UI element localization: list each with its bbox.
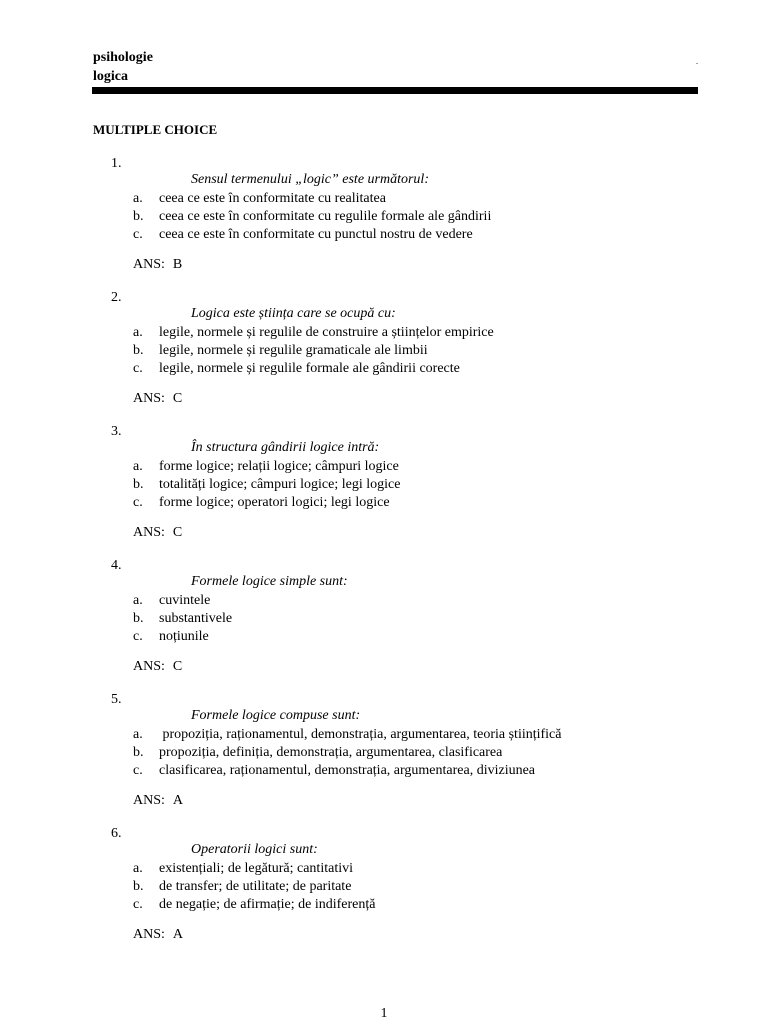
answer-label: ANS: xyxy=(133,659,165,674)
option-letter: b. xyxy=(133,879,144,894)
option-text: ceea ce este în conformitate cu realitatea xyxy=(159,191,386,206)
answer-option xyxy=(133,342,428,360)
option-letter: b. xyxy=(133,343,144,358)
question-number: 6. xyxy=(111,826,122,841)
answer-option xyxy=(133,860,353,878)
answer-option xyxy=(133,592,210,610)
option-text: ceea ce este în conformitate cu punctul nostru de vedere xyxy=(159,227,473,242)
question-stem: Logica este știința care se ocupă cu: xyxy=(191,306,396,321)
answer-option xyxy=(133,458,399,476)
option-text: totalități logice; câmpuri logice; legi logice xyxy=(159,477,401,492)
answer-key xyxy=(133,792,183,810)
answer-value: A xyxy=(172,793,184,808)
question-stem: În structura gândirii logice intră: xyxy=(191,440,380,455)
answer-option xyxy=(133,494,390,512)
answer-label: ANS: xyxy=(133,257,165,272)
option-letter: a. xyxy=(133,861,143,876)
question-stem: Formele logice simple sunt: xyxy=(191,574,348,589)
document-header xyxy=(93,48,153,86)
answer-value: C xyxy=(172,525,183,540)
answer-key xyxy=(133,256,182,274)
question-number: 2. xyxy=(111,290,122,305)
question-number: 3. xyxy=(111,424,122,439)
answer-option xyxy=(133,726,562,744)
answer-option xyxy=(133,476,400,494)
answer-value: C xyxy=(172,659,183,674)
option-text: propoziția, raționamentul, demonstrația, argumentarea, teoria științifică xyxy=(159,727,562,742)
option-text: ceea ce este în conformitate cu regulile formale ale gândirii xyxy=(159,209,492,224)
header-dot: . xyxy=(696,57,698,66)
option-text: noțiunile xyxy=(159,629,209,644)
option-text: propoziția, definiția, demonstrația, argumentarea, clasificarea xyxy=(159,745,503,760)
section-title: MULTIPLE CHOICE xyxy=(93,122,218,137)
answer-key xyxy=(133,658,182,676)
answer-value: C xyxy=(172,391,183,406)
option-text: legile, normele și regulile gramaticale ale limbii xyxy=(159,343,428,358)
option-letter: c. xyxy=(133,495,143,510)
answer-key xyxy=(133,926,183,944)
header-rule xyxy=(92,87,698,94)
option-text: de transfer; de utilitate; de paritate xyxy=(159,879,352,894)
option-text: substantivele xyxy=(159,611,233,626)
option-letter: c. xyxy=(133,763,143,778)
option-letter: c. xyxy=(133,227,143,242)
option-letter: a. xyxy=(133,593,143,608)
option-letter: c. xyxy=(133,897,143,912)
answer-label: ANS: xyxy=(133,927,165,942)
question-number: 1. xyxy=(111,156,122,171)
option-letter: b. xyxy=(133,477,144,492)
option-letter: c. xyxy=(133,361,143,376)
option-text: cuvintele xyxy=(159,593,211,608)
answer-option xyxy=(133,896,376,914)
answer-option xyxy=(133,208,491,226)
answer-key xyxy=(133,390,182,408)
option-text: existențiali; de legătură; cantitativi xyxy=(159,861,353,876)
answer-value: A xyxy=(172,927,184,942)
option-text: de negație; de afirmație; de indiferență xyxy=(159,897,376,912)
answer-label: ANS: xyxy=(133,525,165,540)
option-text: legile, normele și regulile formale ale gândirii corecte xyxy=(159,361,460,376)
answer-option xyxy=(133,360,460,378)
answer-option xyxy=(133,744,502,762)
option-letter: b. xyxy=(133,209,144,224)
option-text: clasificarea, raționamentul, demonstrația, argumentarea, diviziunea xyxy=(159,763,536,778)
question-stem: Sensul termenului „logic” este următorul: xyxy=(191,172,429,187)
option-letter: a. xyxy=(133,325,143,340)
answer-option xyxy=(133,762,535,780)
answer-value: B xyxy=(172,257,183,272)
answer-option xyxy=(133,628,209,646)
header-topic: logica xyxy=(93,69,128,84)
answer-label: ANS: xyxy=(133,391,165,406)
answer-key xyxy=(133,524,182,542)
option-letter: a. xyxy=(133,459,143,474)
option-text: legile, normele și regulile de construire a științelor empirice xyxy=(159,325,494,340)
header-subject: psihologie xyxy=(93,50,153,65)
question-number: 5. xyxy=(111,692,122,707)
option-letter: b. xyxy=(133,611,144,626)
answer-option xyxy=(133,190,386,208)
answer-label: ANS: xyxy=(133,793,165,808)
question-number: 4. xyxy=(111,558,122,573)
question-stem: Operatorii logici sunt: xyxy=(191,842,318,857)
option-letter: b. xyxy=(133,745,144,760)
option-text: forme logice; operatori logici; legi logice xyxy=(159,495,390,510)
option-letter: a. xyxy=(133,191,143,206)
answer-option xyxy=(133,324,494,342)
page-number: 1 xyxy=(380,1006,388,1021)
option-letter: a. xyxy=(133,727,143,742)
answer-option xyxy=(133,610,232,628)
option-text: forme logice; relații logice; câmpuri logice xyxy=(159,459,399,474)
answer-option xyxy=(133,878,351,896)
option-letter: c. xyxy=(133,629,143,644)
answer-option xyxy=(133,226,473,244)
question-stem: Formele logice compuse sunt: xyxy=(191,708,361,723)
